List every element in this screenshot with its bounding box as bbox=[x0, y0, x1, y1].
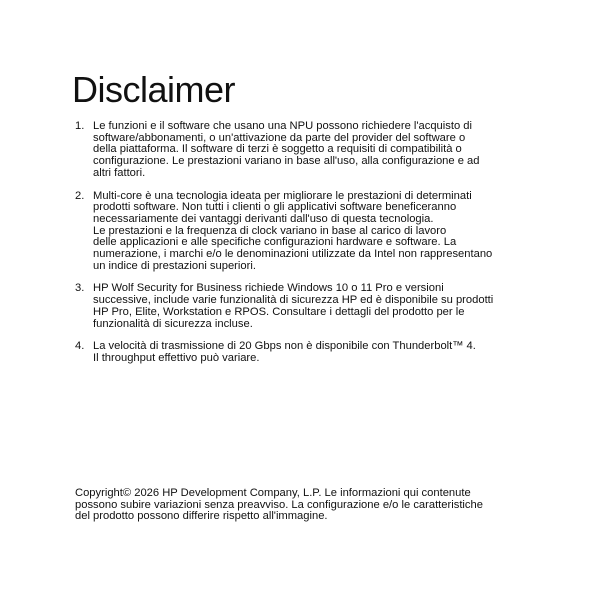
note-line: HP Pro, Elite, Workstation e RPOS. Consultare i dettagli del prodotto per le bbox=[93, 305, 465, 318]
note-line: un indice di prestazioni superiori. bbox=[93, 259, 256, 272]
note-number: 3. bbox=[75, 282, 85, 295]
note-item-1 bbox=[75, 121, 505, 180]
note-line: della piattaforma. Il software di terzi è soggetto a requisiti di compatibilità o bbox=[93, 143, 462, 156]
note-text bbox=[93, 283, 505, 330]
note-line: Multi-core è una tecnologia ideata per migliorare le prestazioni di determinati bbox=[93, 189, 472, 202]
copyright-line: possono subire variazioni senza preavviso. La configurazione e/o le caratteristiche bbox=[75, 498, 483, 511]
note-line: delle applicazioni e alle specifiche configurazioni hardware e software. La bbox=[93, 236, 457, 249]
copyright-line: Copyright© 2026 HP Development Company, L.P. Le informazioni qui contenute bbox=[75, 487, 471, 499]
disclaimer-notes-list bbox=[75, 121, 505, 376]
note-line: altri fattori. bbox=[93, 166, 146, 179]
note-line: funzionalità di sicurezza incluse. bbox=[93, 317, 253, 330]
note-item-4 bbox=[75, 341, 505, 364]
copyright-line: del prodotto possono differire rispetto all'immagine. bbox=[75, 510, 328, 523]
note-line: prodotti software. Non tutti i clienti o gli applicativi software beneficeranno bbox=[93, 201, 457, 214]
note-number: 1. bbox=[75, 120, 85, 132]
note-line: successive, include varie funzionalità di sicurezza HP ed è disponibile su prodotti bbox=[93, 294, 494, 307]
copyright-notice bbox=[75, 488, 515, 523]
note-line: La velocità di trasmissione di 20 Gbps non è disponibile con Thunderbolt™ 4. bbox=[93, 340, 476, 353]
note-line: software/abbonamenti, o un'attivazione da parte del provider del software o bbox=[93, 131, 466, 144]
note-line: Le funzioni e il software che usano una NPU possono richiedere l'acquisto di bbox=[93, 120, 473, 132]
note-item-2 bbox=[75, 191, 505, 273]
note-line: HP Wolf Security for Business richiede Windows 10 o 11 Pro e versioni bbox=[93, 282, 444, 295]
page-title: Disclaimer bbox=[72, 69, 236, 110]
note-text bbox=[93, 121, 505, 180]
note-number: 4. bbox=[75, 340, 85, 353]
note-number: 2. bbox=[75, 189, 85, 202]
note-line: necessariamente dei vantaggi derivanti dall'uso di questa tecnologia. bbox=[93, 212, 434, 225]
note-line: Le prestazioni e la frequenza di clock variano in base al carico di lavoro bbox=[93, 224, 447, 237]
note-item-3 bbox=[75, 283, 505, 330]
note-text bbox=[93, 191, 505, 273]
note-line: configurazione. Le prestazioni variano in base all'uso, alla configurazione e ad bbox=[93, 155, 480, 168]
note-line: Il throughput effettivo può variare. bbox=[93, 351, 260, 364]
note-text bbox=[93, 341, 505, 364]
note-line: numerazione, i marchi e/o le denominazioni utilizzate da Intel non rappresentano bbox=[93, 248, 493, 261]
